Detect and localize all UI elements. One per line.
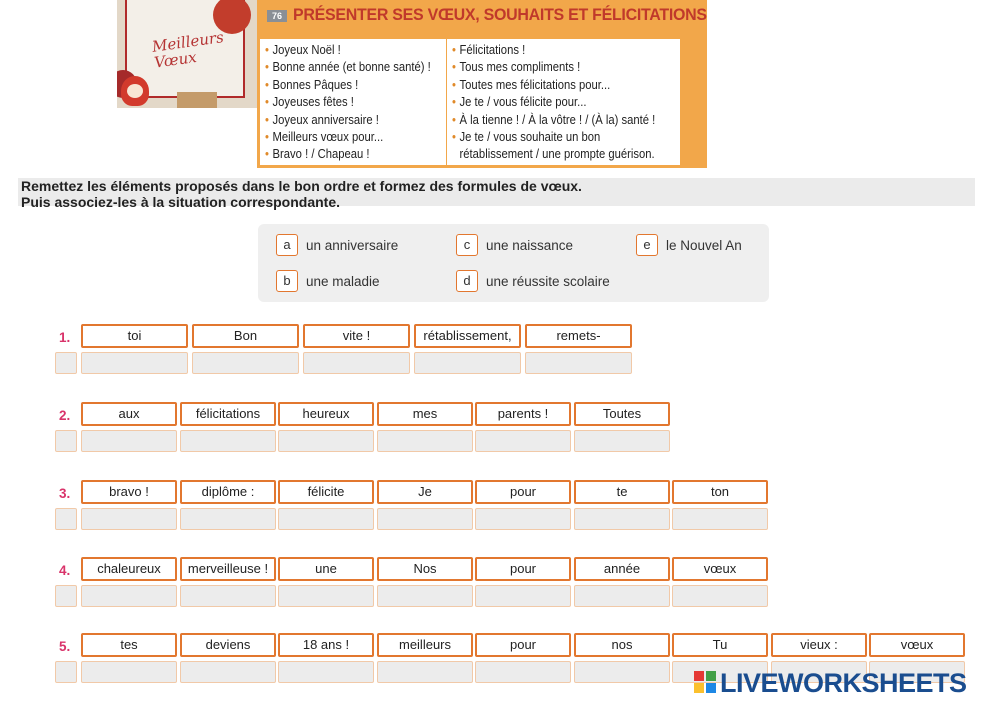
draggable-word[interactable]: pour bbox=[475, 480, 571, 504]
brand-grid-icon bbox=[694, 671, 716, 693]
drop-slot[interactable] bbox=[377, 430, 473, 452]
drop-slot[interactable] bbox=[180, 430, 276, 452]
drop-slot[interactable] bbox=[278, 585, 374, 607]
drop-slot[interactable] bbox=[81, 508, 177, 530]
vocab-item-text: rétablissement / une prompte guérison. bbox=[459, 147, 655, 162]
vocab-number-badge: 76 bbox=[267, 10, 287, 22]
vocab-item-text: À la tienne ! / À la vôtre ! / (À la) santé ! bbox=[459, 112, 656, 127]
draggable-word[interactable]: Toutes bbox=[574, 402, 670, 426]
draggable-word[interactable]: mes bbox=[377, 402, 473, 426]
row-number: 2. bbox=[59, 408, 71, 423]
drop-slot[interactable] bbox=[475, 430, 571, 452]
drop-slot[interactable] bbox=[81, 430, 177, 452]
bullet-icon: • bbox=[452, 43, 456, 57]
drop-slot[interactable] bbox=[525, 352, 632, 374]
draggable-word[interactable]: Nos bbox=[377, 557, 473, 581]
vocab-item-text: Meilleurs vœux pour... bbox=[272, 130, 384, 145]
vocab-item-text: Bravo ! / Chapeau ! bbox=[272, 147, 370, 162]
draggable-word[interactable]: année bbox=[574, 557, 670, 581]
bullet-icon: • bbox=[265, 43, 269, 57]
santa-face bbox=[127, 84, 143, 98]
vocab-item-text: Tous mes compliments ! bbox=[459, 60, 581, 75]
vocab-right-list bbox=[452, 42, 678, 164]
situation-label: un anniversaire bbox=[306, 238, 399, 253]
situation-letter-c: c bbox=[456, 234, 478, 256]
row-number: 1. bbox=[59, 330, 71, 345]
drop-slot[interactable] bbox=[278, 661, 374, 683]
bullet-icon: • bbox=[265, 147, 269, 162]
situation-label: le Nouvel An bbox=[666, 238, 742, 253]
draggable-word[interactable]: vite ! bbox=[303, 324, 410, 348]
drop-slot[interactable] bbox=[672, 585, 768, 607]
draggable-word[interactable]: parents ! bbox=[475, 402, 571, 426]
instructions-line-2: Puis associez-les à la situation correspondante. bbox=[21, 193, 340, 210]
situation-label: une réussite scolaire bbox=[486, 274, 610, 289]
vocab-item bbox=[452, 77, 655, 94]
draggable-word[interactable]: vœux bbox=[869, 633, 965, 657]
bullet-icon: • bbox=[452, 112, 456, 127]
draggable-word[interactable]: te bbox=[574, 480, 670, 504]
draggable-word[interactable]: Bon bbox=[192, 324, 299, 348]
situation-label: une naissance bbox=[486, 238, 574, 253]
bullet-icon: • bbox=[265, 95, 269, 110]
draggable-word[interactable]: pour bbox=[475, 633, 571, 657]
bullet-icon: • bbox=[452, 95, 456, 110]
draggable-word[interactable]: bravo ! bbox=[81, 480, 177, 504]
draggable-word[interactable]: toi bbox=[81, 324, 188, 348]
situation-answer-input[interactable] bbox=[55, 585, 77, 607]
row-number: 4. bbox=[59, 563, 71, 578]
bullet-icon: • bbox=[452, 60, 456, 75]
vocab-item bbox=[452, 42, 655, 59]
draggable-word[interactable]: rétablissement, bbox=[414, 324, 521, 348]
drop-slot[interactable] bbox=[81, 585, 177, 607]
instructions-line-1: Remettez les éléments proposés dans le bon ordre et formez des formules de vœux. bbox=[21, 178, 582, 194]
card-script-text: Meilleurs Vœux bbox=[150, 28, 225, 72]
vocab-item bbox=[452, 129, 655, 146]
drop-slot[interactable] bbox=[574, 508, 670, 530]
drop-slot[interactable] bbox=[377, 661, 473, 683]
vocab-item bbox=[265, 112, 431, 129]
drop-slot[interactable] bbox=[180, 508, 276, 530]
situation-answer-input[interactable] bbox=[55, 661, 77, 683]
draggable-word[interactable]: félicite bbox=[278, 480, 374, 504]
vocab-left-list bbox=[265, 42, 449, 164]
bullet-icon: • bbox=[265, 77, 269, 92]
draggable-word[interactable]: merveilleuse ! bbox=[180, 557, 276, 581]
situation-letter-e: e bbox=[636, 234, 658, 256]
drop-slot[interactable] bbox=[303, 352, 410, 374]
bullet-icon: • bbox=[265, 60, 269, 75]
draggable-word[interactable]: vœux bbox=[672, 557, 768, 581]
card-stand bbox=[177, 92, 217, 108]
vocab-item-text: Je te / vous félicite pour... bbox=[459, 95, 587, 110]
draggable-word[interactable]: meilleurs bbox=[377, 633, 473, 657]
situation-letter-b: b bbox=[276, 270, 298, 292]
vocab-item bbox=[452, 112, 655, 129]
drop-slot[interactable] bbox=[475, 585, 571, 607]
bullet-icon: • bbox=[265, 130, 269, 145]
bullet-icon: • bbox=[452, 130, 456, 145]
vocab-item bbox=[265, 94, 431, 111]
vocab-item-text: Bonnes Pâques ! bbox=[272, 77, 359, 92]
situations-panel bbox=[258, 224, 769, 302]
drop-slot[interactable] bbox=[574, 661, 670, 683]
draggable-word[interactable]: diplôme : bbox=[180, 480, 276, 504]
drop-slot[interactable] bbox=[180, 661, 276, 683]
brand-name: LIVEWORKSHEETS bbox=[720, 668, 967, 698]
vocab-item-text: Joyeuses fêtes ! bbox=[272, 95, 354, 110]
situation-letter-a: a bbox=[276, 234, 298, 256]
bullet-icon: • bbox=[452, 77, 456, 92]
vocab-item bbox=[452, 59, 655, 76]
drop-slot[interactable] bbox=[192, 352, 299, 374]
draggable-word[interactable]: pour bbox=[475, 557, 571, 581]
situation-letter-d: d bbox=[456, 270, 478, 292]
draggable-word[interactable]: vieux : bbox=[771, 633, 867, 657]
draggable-word[interactable]: Je bbox=[377, 480, 473, 504]
draggable-word[interactable]: une bbox=[278, 557, 374, 581]
draggable-word[interactable]: tes bbox=[81, 633, 177, 657]
vocab-item-text: Joyeux Noël ! bbox=[272, 43, 341, 57]
draggable-word[interactable]: deviens bbox=[180, 633, 276, 657]
vocab-item bbox=[265, 77, 431, 94]
header-card-image bbox=[117, 0, 257, 108]
draggable-word[interactable]: remets- bbox=[525, 324, 632, 348]
draggable-word[interactable]: chaleureux bbox=[81, 557, 177, 581]
situation-answer-input[interactable] bbox=[55, 508, 77, 530]
drop-slot[interactable] bbox=[278, 508, 374, 530]
row-number: 5. bbox=[59, 639, 71, 654]
drop-slot[interactable] bbox=[377, 585, 473, 607]
situation-label: une maladie bbox=[306, 274, 380, 289]
drop-slot[interactable] bbox=[475, 661, 571, 683]
drop-slot[interactable] bbox=[475, 508, 571, 530]
vocab-item bbox=[265, 129, 431, 146]
draggable-word[interactable]: 18 ans ! bbox=[278, 633, 374, 657]
vocab-item bbox=[452, 146, 655, 163]
instructions-text bbox=[21, 179, 582, 210]
drop-slot[interactable] bbox=[377, 508, 473, 530]
drop-slot[interactable] bbox=[81, 352, 188, 374]
vocab-title: PRÉSENTER SES VŒUX, SOUHAITS ET FÉLICITATIONS bbox=[293, 5, 707, 24]
vocab-item bbox=[452, 94, 655, 111]
draggable-word[interactable]: nos bbox=[574, 633, 670, 657]
draggable-word[interactable]: ton bbox=[672, 480, 768, 504]
vocab-item bbox=[265, 42, 431, 59]
vocab-item-text: Toutes mes félicitations pour... bbox=[459, 77, 611, 92]
draggable-word[interactable]: Tu bbox=[672, 633, 768, 657]
draggable-word[interactable]: félicitations bbox=[180, 402, 276, 426]
drop-slot[interactable] bbox=[574, 585, 670, 607]
situation-answer-input[interactable] bbox=[55, 352, 77, 374]
vocab-item bbox=[265, 146, 431, 163]
draggable-word[interactable]: heureux bbox=[278, 402, 374, 426]
row-number: 3. bbox=[59, 486, 71, 501]
drop-slot[interactable] bbox=[672, 508, 768, 530]
drop-slot[interactable] bbox=[180, 585, 276, 607]
drop-slot[interactable] bbox=[414, 352, 521, 374]
bullet-icon: • bbox=[265, 112, 269, 127]
drop-slot[interactable] bbox=[574, 430, 670, 452]
vocab-item-text: Félicitations ! bbox=[459, 43, 526, 57]
situation-answer-input[interactable] bbox=[55, 430, 77, 452]
vocab-item bbox=[265, 59, 431, 76]
vocab-item-text: Je te / vous souhaite un bon bbox=[459, 130, 601, 145]
draggable-word[interactable]: aux bbox=[81, 402, 177, 426]
vocab-item-text: Bonne année (et bonne santé) ! bbox=[272, 60, 431, 75]
vocab-item-text: Joyeux anniversaire ! bbox=[272, 112, 379, 127]
drop-slot[interactable] bbox=[81, 661, 177, 683]
drop-slot[interactable] bbox=[278, 430, 374, 452]
